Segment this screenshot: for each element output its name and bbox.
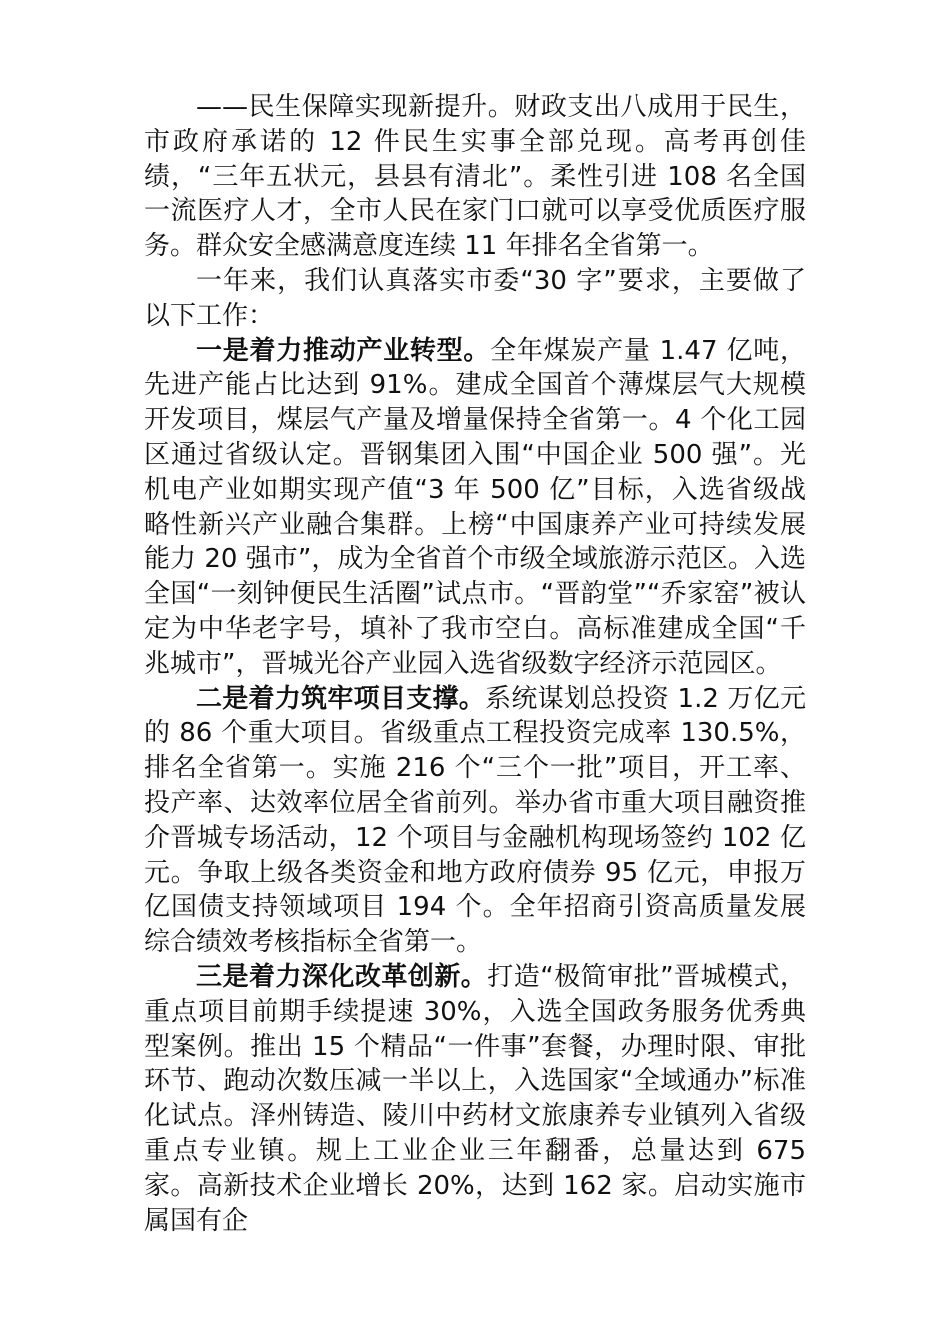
document-page [144, 90, 806, 1238]
paragraph-body: 一年来，我们认真落实市委“30 字”要求，主要做了以下工作： [144, 265, 806, 331]
paragraph-body: 全年煤炭产量 1.47 亿吨，先进产能占比达到 91%。建成全国首个薄煤层气大规模开发项目，煤层气产量及增量保持全省第一。4 个化工园区通过省级认定。晋钢集团入围“中国企业 500 强”。光机电产业如期实现产值“3 年 500 亿”目标，入选省级战略性新兴产业融合集群。上榜“中国康养产业可持续发展能力 20 强市”，成为全省首个市级全域旅游示范区。入选全国“一刻钟便民生活圈”试点市。“晋韵堂”“乔家窑”被认定为中华老字号，填补了我市空白。高标准建成全国“千兆城市”，晋城光谷产业园入选省级数字经济示范园区。 [144, 335, 806, 679]
paragraph-lead: 二是着力筑牢项目支撑。 [196, 683, 486, 714]
paragraph-lead: 三是着力深化改革创新。 [196, 961, 488, 992]
paragraph-industry-transformation [144, 334, 806, 682]
paragraph-livelihood [144, 90, 806, 264]
paragraph-intro [144, 264, 806, 334]
paragraph-body: ——民生保障实现新提升。财政支出八成用于民生，市政府承诺的 12 件民生实事全部兑现。高考再创佳绩，“三年五状元，县县有清北”。柔性引进 108 名全国一流医疗人才，全市人民在家门口就可以享受优质医疗服务。群众安全感满意度连续 11 年排名全省第一。 [144, 92, 806, 262]
paragraph-body: 打造“极简审批”晋城模式，重点项目前期手续提速 30%，入选全国政务服务优秀典型案例。推出 15 个精品“一件事”套餐，办理时限、审批环节、跑动次数压减一半以上，入选国家“全域通办”标准化试点。泽州铸造、陵川中药材文旅康养专业镇列入省级重点专业镇。规上工业企业三年翻番，总量达到 675 家。高新技术企业增长 20%，达到 162 家。启动实施市属国有企 [144, 961, 806, 1236]
paragraph-lead: 一是着力推动产业转型。 [196, 335, 491, 366]
paragraph-project-support [144, 682, 806, 960]
paragraph-body: 系统谋划总投资 1.2 万亿元的 86 个重大项目。省级重点工程投资完成率 130.5%，排名全省第一。实施 216 个“三个一批”项目，开工率、投产率、达效率位居全省前列。举办省市重大项目融资推介晋城专场活动，12 个项目与金融机构现场签约 102 亿元。争取上级各类资金和地方政府债券 95 亿元，申报万亿国债支持领域项目 194 个。全年招商引资高质量发展综合绩效考核指标全省第一。 [144, 683, 806, 958]
paragraph-reform-innovation [144, 960, 806, 1238]
